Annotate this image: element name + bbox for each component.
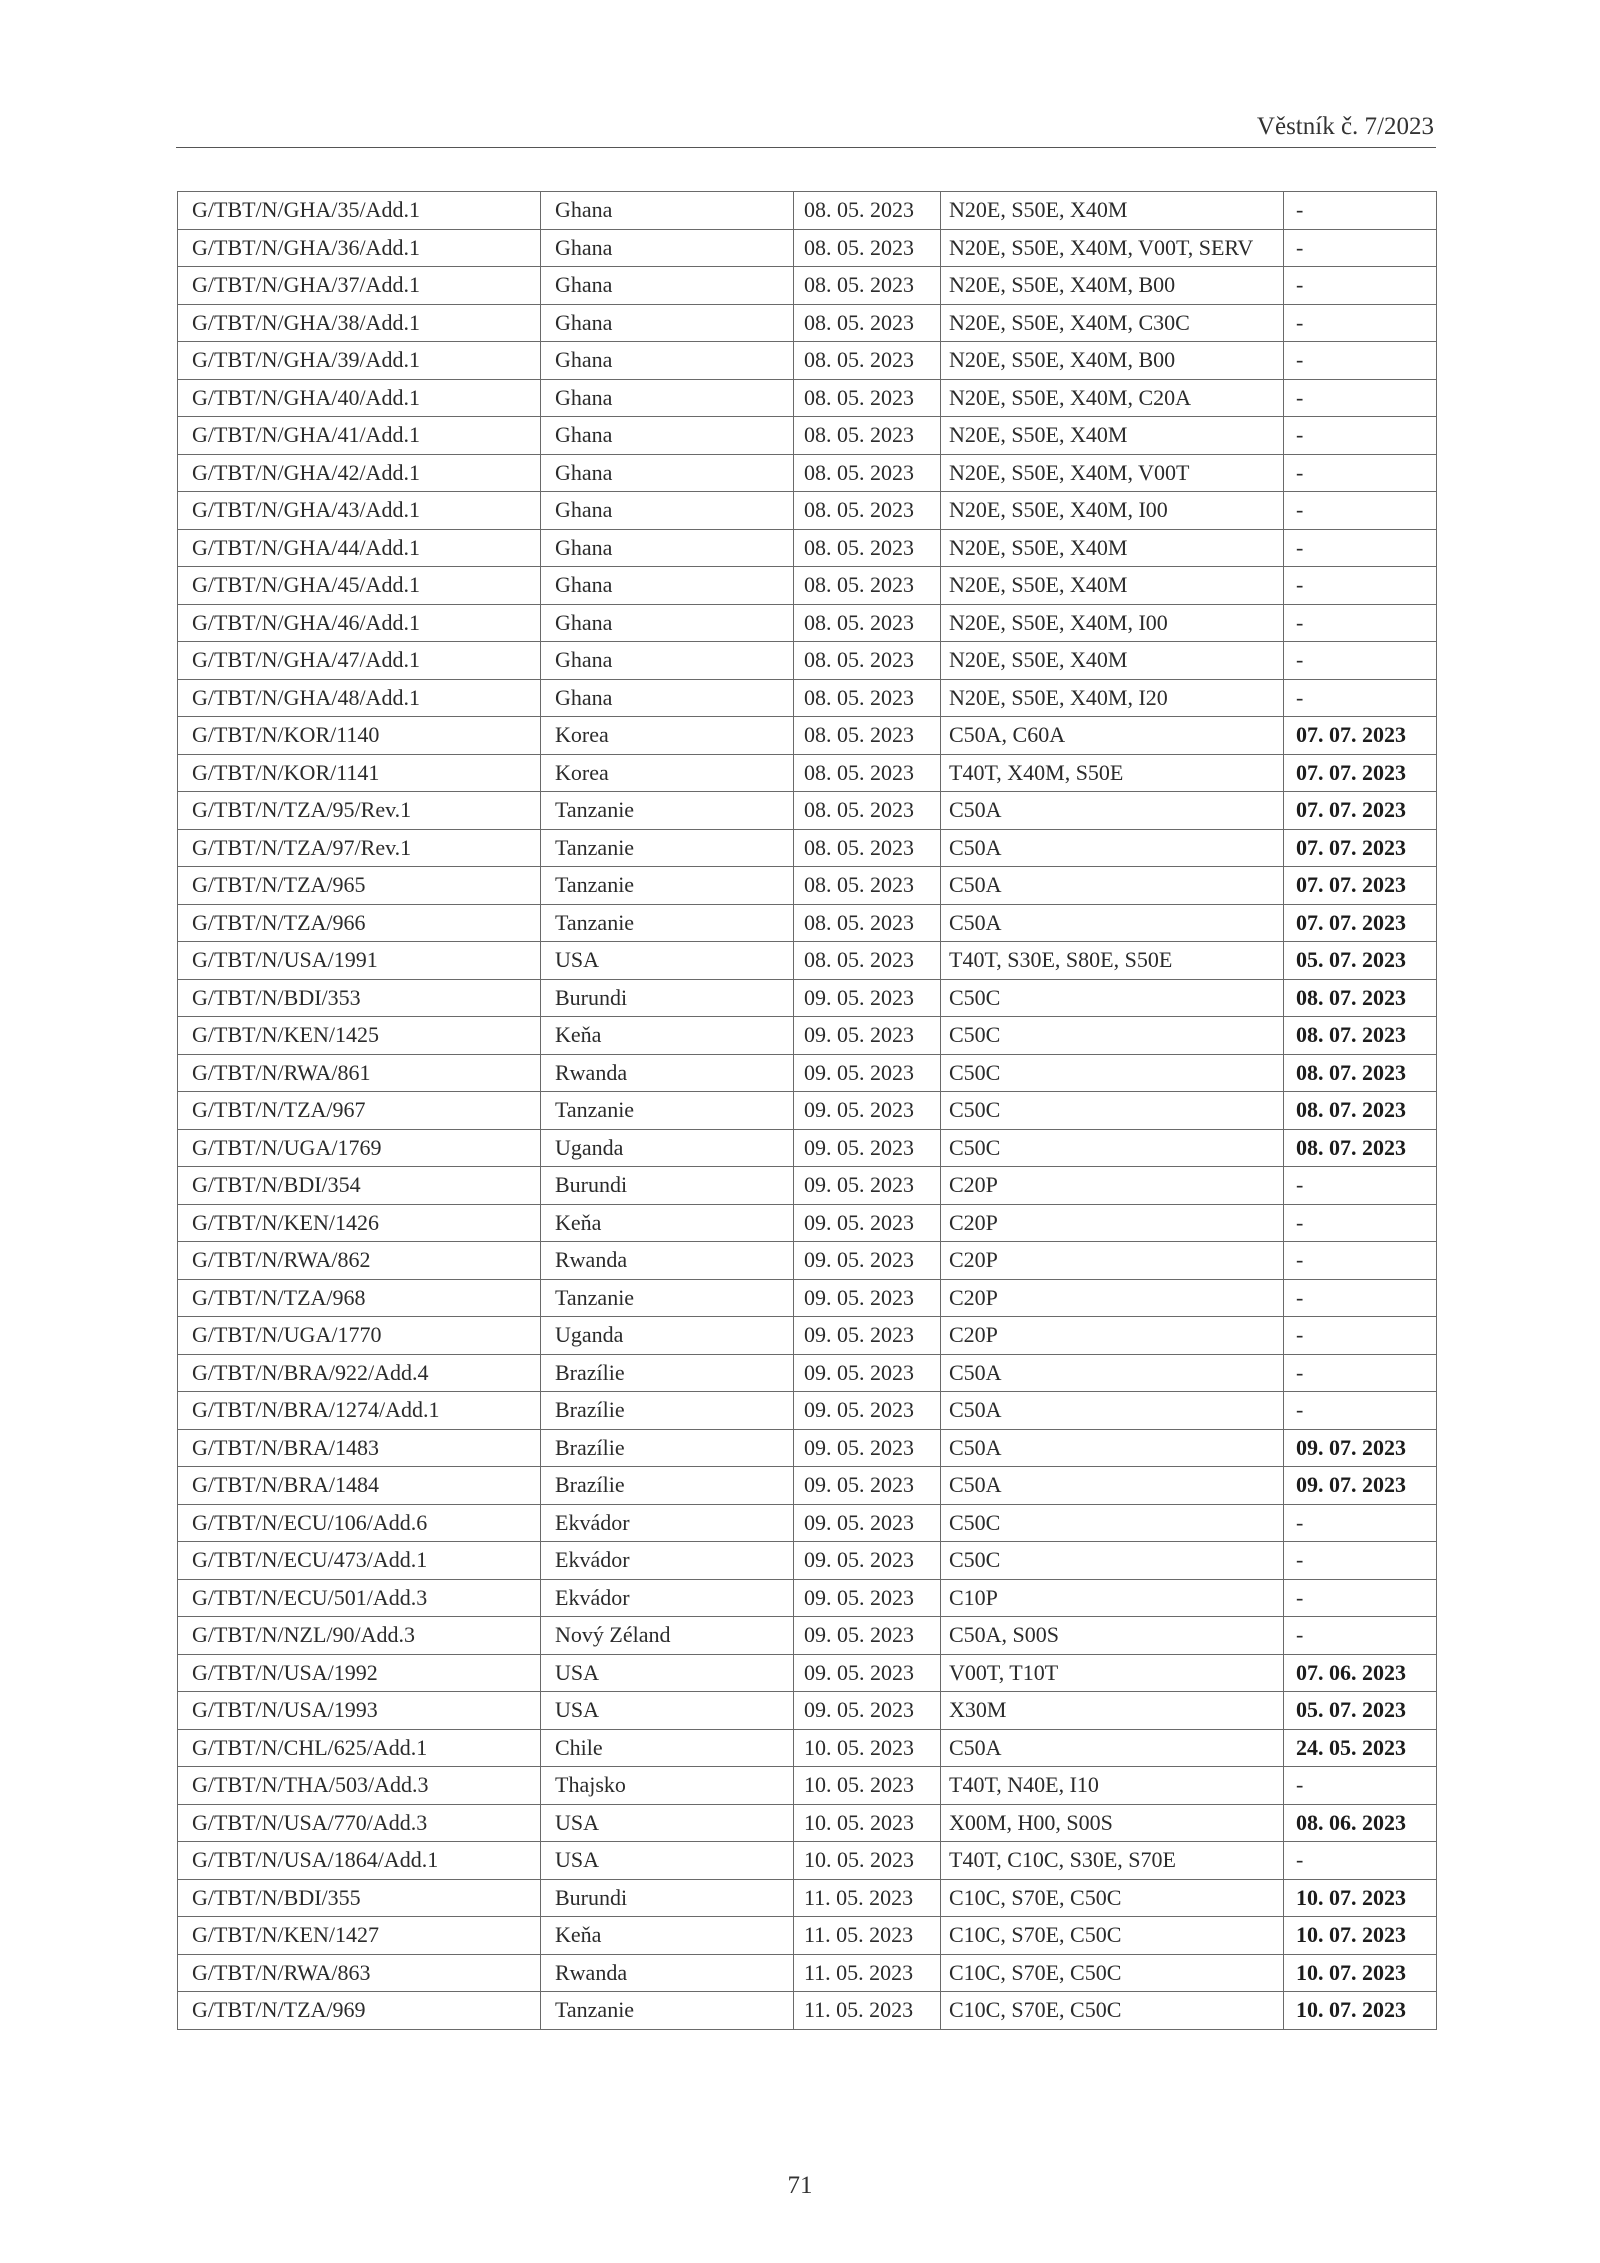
table-row xyxy=(178,1804,1437,1842)
notification-id-cell: G/TBT/N/KEN/1425 xyxy=(178,1017,541,1055)
date-cell: 09. 05. 2023 xyxy=(794,1542,941,1580)
date-cell: 10. 05. 2023 xyxy=(794,1842,941,1880)
codes-cell: C20P xyxy=(941,1167,1284,1205)
notification-id-cell: G/TBT/N/GHA/35/Add.1 xyxy=(178,192,541,230)
country-cell: Ekvádor xyxy=(541,1504,794,1542)
codes-cell: N20E, S50E, X40M xyxy=(941,417,1284,455)
notification-id-cell: G/TBT/N/GHA/38/Add.1 xyxy=(178,304,541,342)
table-row xyxy=(178,1204,1437,1242)
date-cell: 08. 05. 2023 xyxy=(794,642,941,680)
notification-id-cell: G/TBT/N/GHA/48/Add.1 xyxy=(178,679,541,717)
codes-cell: C50C xyxy=(941,1054,1284,1092)
table-row xyxy=(178,1729,1437,1767)
deadline-cell: 07. 06. 2023 xyxy=(1284,1654,1437,1692)
country-cell: Rwanda xyxy=(541,1054,794,1092)
table-row xyxy=(178,1917,1437,1955)
notification-id-cell: G/TBT/N/GHA/36/Add.1 xyxy=(178,229,541,267)
codes-cell: C50A xyxy=(941,1729,1284,1767)
country-cell: Tanzanie xyxy=(541,792,794,830)
country-cell: Ghana xyxy=(541,379,794,417)
country-cell: Korea xyxy=(541,717,794,755)
codes-cell: N20E, S50E, X40M, I00 xyxy=(941,492,1284,530)
codes-cell: N20E, S50E, X40M xyxy=(941,642,1284,680)
date-cell: 09. 05. 2023 xyxy=(794,1167,941,1205)
codes-cell: C50A, C60A xyxy=(941,717,1284,755)
country-cell: Nový Zéland xyxy=(541,1617,794,1655)
deadline-cell: 05. 07. 2023 xyxy=(1284,942,1437,980)
deadline-cell: - xyxy=(1284,1617,1437,1655)
table-row xyxy=(178,792,1437,830)
date-cell: 11. 05. 2023 xyxy=(794,1879,941,1917)
deadline-cell: 08. 07. 2023 xyxy=(1284,1054,1437,1092)
codes-cell: C50C xyxy=(941,1542,1284,1580)
deadline-cell: 10. 07. 2023 xyxy=(1284,1992,1437,2030)
country-cell: Tanzanie xyxy=(541,867,794,905)
country-cell: Uganda xyxy=(541,1317,794,1355)
date-cell: 09. 05. 2023 xyxy=(794,1129,941,1167)
country-cell: Ghana xyxy=(541,304,794,342)
date-cell: 09. 05. 2023 xyxy=(794,1354,941,1392)
table-row xyxy=(178,529,1437,567)
table-row xyxy=(178,454,1437,492)
notification-id-cell: G/TBT/N/GHA/43/Add.1 xyxy=(178,492,541,530)
deadline-cell: - xyxy=(1284,1767,1437,1805)
date-cell: 08. 05. 2023 xyxy=(794,904,941,942)
deadline-cell: 08. 07. 2023 xyxy=(1284,1129,1437,1167)
date-cell: 08. 05. 2023 xyxy=(794,679,941,717)
deadline-cell: - xyxy=(1284,604,1437,642)
deadline-cell: 09. 07. 2023 xyxy=(1284,1467,1437,1505)
table-row xyxy=(178,567,1437,605)
codes-cell: C50C xyxy=(941,979,1284,1017)
country-cell: Burundi xyxy=(541,1167,794,1205)
country-cell: Ghana xyxy=(541,229,794,267)
codes-cell: C50A xyxy=(941,792,1284,830)
deadline-cell: 08. 07. 2023 xyxy=(1284,979,1437,1017)
codes-cell: N20E, S50E, X40M, V00T xyxy=(941,454,1284,492)
deadline-cell: 09. 07. 2023 xyxy=(1284,1429,1437,1467)
date-cell: 08. 05. 2023 xyxy=(794,529,941,567)
notification-id-cell: G/TBT/N/TZA/97/Rev.1 xyxy=(178,829,541,867)
table-row xyxy=(178,417,1437,455)
country-cell: Ghana xyxy=(541,679,794,717)
table-row xyxy=(178,717,1437,755)
table-row xyxy=(178,192,1437,230)
deadline-cell: 10. 07. 2023 xyxy=(1284,1954,1437,1992)
codes-cell: C50A xyxy=(941,904,1284,942)
notification-table-body xyxy=(178,192,1437,2030)
deadline-cell: 07. 07. 2023 xyxy=(1284,754,1437,792)
table-row xyxy=(178,754,1437,792)
codes-cell: C20P xyxy=(941,1317,1284,1355)
table-row xyxy=(178,304,1437,342)
codes-cell: T40T, N40E, I10 xyxy=(941,1767,1284,1805)
deadline-cell: - xyxy=(1284,192,1437,230)
date-cell: 09. 05. 2023 xyxy=(794,1054,941,1092)
date-cell: 10. 05. 2023 xyxy=(794,1804,941,1842)
deadline-cell: - xyxy=(1284,1317,1437,1355)
codes-cell: C20P xyxy=(941,1242,1284,1280)
table-row xyxy=(178,1579,1437,1617)
table-row xyxy=(178,1392,1437,1430)
codes-cell: T40T, S30E, S80E, S50E xyxy=(941,942,1284,980)
notification-id-cell: G/TBT/N/TZA/968 xyxy=(178,1279,541,1317)
codes-cell: C50A xyxy=(941,867,1284,905)
deadline-cell: 24. 05. 2023 xyxy=(1284,1729,1437,1767)
country-cell: Thajsko xyxy=(541,1767,794,1805)
page-number: 71 xyxy=(787,2172,813,2199)
country-cell: Ghana xyxy=(541,417,794,455)
country-cell: USA xyxy=(541,1804,794,1842)
deadline-cell: - xyxy=(1284,1392,1437,1430)
deadline-cell: 08. 07. 2023 xyxy=(1284,1092,1437,1130)
deadline-cell: - xyxy=(1284,1167,1437,1205)
deadline-cell: 07. 07. 2023 xyxy=(1284,867,1437,905)
notification-id-cell: G/TBT/N/GHA/44/Add.1 xyxy=(178,529,541,567)
date-cell: 09. 05. 2023 xyxy=(794,1392,941,1430)
date-cell: 09. 05. 2023 xyxy=(794,1317,941,1355)
country-cell: Ghana xyxy=(541,192,794,230)
deadline-cell: - xyxy=(1284,417,1437,455)
deadline-cell: - xyxy=(1284,454,1437,492)
notification-id-cell: G/TBT/N/BDI/353 xyxy=(178,979,541,1017)
notification-id-cell: G/TBT/N/TZA/969 xyxy=(178,1992,541,2030)
date-cell: 10. 05. 2023 xyxy=(794,1767,941,1805)
codes-cell: N20E, S50E, X40M xyxy=(941,567,1284,605)
table-row xyxy=(178,1842,1437,1880)
deadline-cell: 08. 07. 2023 xyxy=(1284,1017,1437,1055)
codes-cell: C50A xyxy=(941,1392,1284,1430)
codes-cell: C50C xyxy=(941,1129,1284,1167)
table-row xyxy=(178,1429,1437,1467)
deadline-cell: - xyxy=(1284,1204,1437,1242)
deadline-cell: 07. 07. 2023 xyxy=(1284,829,1437,867)
table-row xyxy=(178,1279,1437,1317)
codes-cell: C50A xyxy=(941,1429,1284,1467)
codes-cell: C20P xyxy=(941,1204,1284,1242)
deadline-cell: - xyxy=(1284,1542,1437,1580)
codes-cell: C10C, S70E, C50C xyxy=(941,1917,1284,1955)
date-cell: 08. 05. 2023 xyxy=(794,567,941,605)
table-row xyxy=(178,1542,1437,1580)
deadline-cell: 07. 07. 2023 xyxy=(1284,904,1437,942)
notification-id-cell: G/TBT/N/GHA/40/Add.1 xyxy=(178,379,541,417)
table-row xyxy=(178,829,1437,867)
country-cell: Brazílie xyxy=(541,1354,794,1392)
notification-id-cell: G/TBT/N/ECU/106/Add.6 xyxy=(178,1504,541,1542)
country-cell: Ghana xyxy=(541,454,794,492)
table-row xyxy=(178,229,1437,267)
country-cell: Tanzanie xyxy=(541,829,794,867)
country-cell: Chile xyxy=(541,1729,794,1767)
table-row xyxy=(178,342,1437,380)
table-row xyxy=(178,1879,1437,1917)
deadline-cell: - xyxy=(1284,492,1437,530)
codes-cell: C20P xyxy=(941,1279,1284,1317)
table-row xyxy=(178,1992,1437,2030)
deadline-cell: 10. 07. 2023 xyxy=(1284,1917,1437,1955)
deadline-cell: - xyxy=(1284,1242,1437,1280)
table-row xyxy=(178,979,1437,1017)
country-cell: Ghana xyxy=(541,604,794,642)
date-cell: 09. 05. 2023 xyxy=(794,1467,941,1505)
journal-title: Věstník č. 7/2023 xyxy=(1256,113,1434,140)
country-cell: Keňa xyxy=(541,1017,794,1055)
country-cell: Keňa xyxy=(541,1917,794,1955)
table-row xyxy=(178,679,1437,717)
country-cell: Ghana xyxy=(541,529,794,567)
table-row xyxy=(178,1317,1437,1355)
date-cell: 09. 05. 2023 xyxy=(794,1017,941,1055)
notification-id-cell: G/TBT/N/UGA/1769 xyxy=(178,1129,541,1167)
table-row xyxy=(178,1504,1437,1542)
date-cell: 09. 05. 2023 xyxy=(794,1279,941,1317)
notification-id-cell: G/TBT/N/RWA/861 xyxy=(178,1054,541,1092)
notification-id-cell: G/TBT/N/GHA/45/Add.1 xyxy=(178,567,541,605)
date-cell: 10. 05. 2023 xyxy=(794,1729,941,1767)
codes-cell: C50C xyxy=(941,1092,1284,1130)
codes-cell: T40T, X40M, S50E xyxy=(941,754,1284,792)
table-row xyxy=(178,1167,1437,1205)
notification-id-cell: G/TBT/N/BDI/354 xyxy=(178,1167,541,1205)
table-row xyxy=(178,1129,1437,1167)
notification-id-cell: G/TBT/N/NZL/90/Add.3 xyxy=(178,1617,541,1655)
date-cell: 08. 05. 2023 xyxy=(794,792,941,830)
codes-cell: N20E, S50E, X40M, B00 xyxy=(941,267,1284,305)
codes-cell: C50A xyxy=(941,829,1284,867)
deadline-cell: - xyxy=(1284,679,1437,717)
notification-table xyxy=(177,191,1437,2030)
country-cell: Brazílie xyxy=(541,1392,794,1430)
notification-id-cell: G/TBT/N/KOR/1140 xyxy=(178,717,541,755)
deadline-cell: - xyxy=(1284,1579,1437,1617)
date-cell: 09. 05. 2023 xyxy=(794,1654,941,1692)
codes-cell: C50A, S00S xyxy=(941,1617,1284,1655)
codes-cell: V00T, T10T xyxy=(941,1654,1284,1692)
notification-id-cell: G/TBT/N/GHA/41/Add.1 xyxy=(178,417,541,455)
table-row xyxy=(178,1467,1437,1505)
notification-id-cell: G/TBT/N/USA/1993 xyxy=(178,1692,541,1730)
country-cell: Burundi xyxy=(541,979,794,1017)
notification-id-cell: G/TBT/N/GHA/42/Add.1 xyxy=(178,454,541,492)
table-row xyxy=(178,604,1437,642)
table-row xyxy=(178,1017,1437,1055)
table-row xyxy=(178,642,1437,680)
table-row xyxy=(178,379,1437,417)
date-cell: 09. 05. 2023 xyxy=(794,1617,941,1655)
table-row xyxy=(178,492,1437,530)
country-cell: Rwanda xyxy=(541,1954,794,1992)
deadline-cell: - xyxy=(1284,267,1437,305)
country-cell: Ghana xyxy=(541,642,794,680)
codes-cell: T40T, C10C, S30E, S70E xyxy=(941,1842,1284,1880)
table-row xyxy=(178,1954,1437,1992)
deadline-cell: 05. 07. 2023 xyxy=(1284,1692,1437,1730)
date-cell: 08. 05. 2023 xyxy=(794,267,941,305)
codes-cell: C50C xyxy=(941,1017,1284,1055)
deadline-cell: 07. 07. 2023 xyxy=(1284,717,1437,755)
date-cell: 09. 05. 2023 xyxy=(794,1242,941,1280)
codes-cell: N20E, S50E, X40M, V00T, SERV xyxy=(941,229,1284,267)
codes-cell: C10P xyxy=(941,1579,1284,1617)
deadline-cell: - xyxy=(1284,1504,1437,1542)
date-cell: 08. 05. 2023 xyxy=(794,379,941,417)
table-row xyxy=(178,1092,1437,1130)
notification-id-cell: G/TBT/N/RWA/863 xyxy=(178,1954,541,1992)
notification-id-cell: G/TBT/N/ECU/501/Add.3 xyxy=(178,1579,541,1617)
country-cell: Tanzanie xyxy=(541,904,794,942)
deadline-cell: - xyxy=(1284,567,1437,605)
codes-cell: N20E, S50E, X40M, C30C xyxy=(941,304,1284,342)
notification-id-cell: G/TBT/N/GHA/46/Add.1 xyxy=(178,604,541,642)
date-cell: 08. 05. 2023 xyxy=(794,867,941,905)
deadline-cell: - xyxy=(1284,642,1437,680)
table-row xyxy=(178,942,1437,980)
date-cell: 08. 05. 2023 xyxy=(794,454,941,492)
notification-id-cell: G/TBT/N/CHL/625/Add.1 xyxy=(178,1729,541,1767)
date-cell: 08. 05. 2023 xyxy=(794,717,941,755)
date-cell: 08. 05. 2023 xyxy=(794,829,941,867)
notification-id-cell: G/TBT/N/KEN/1426 xyxy=(178,1204,541,1242)
codes-cell: C10C, S70E, C50C xyxy=(941,1879,1284,1917)
country-cell: Tanzanie xyxy=(541,1992,794,2030)
deadline-cell: - xyxy=(1284,229,1437,267)
date-cell: 09. 05. 2023 xyxy=(794,1092,941,1130)
table-row xyxy=(178,1692,1437,1730)
country-cell: Ghana xyxy=(541,267,794,305)
country-cell: USA xyxy=(541,1842,794,1880)
table-row xyxy=(178,867,1437,905)
notification-id-cell: G/TBT/N/TZA/967 xyxy=(178,1092,541,1130)
table-row xyxy=(178,1242,1437,1280)
notification-id-cell: G/TBT/N/KOR/1141 xyxy=(178,754,541,792)
deadline-cell: 07. 07. 2023 xyxy=(1284,792,1437,830)
date-cell: 08. 05. 2023 xyxy=(794,342,941,380)
table-row xyxy=(178,1654,1437,1692)
date-cell: 09. 05. 2023 xyxy=(794,1429,941,1467)
country-cell: Ghana xyxy=(541,567,794,605)
country-cell: Tanzanie xyxy=(541,1279,794,1317)
table-row xyxy=(178,1354,1437,1392)
codes-cell: N20E, S50E, X40M, B00 xyxy=(941,342,1284,380)
codes-cell: C50A xyxy=(941,1354,1284,1392)
country-cell: Ekvádor xyxy=(541,1579,794,1617)
country-cell: USA xyxy=(541,1654,794,1692)
date-cell: 09. 05. 2023 xyxy=(794,979,941,1017)
date-cell: 08. 05. 2023 xyxy=(794,604,941,642)
notification-id-cell: G/TBT/N/UGA/1770 xyxy=(178,1317,541,1355)
country-cell: USA xyxy=(541,942,794,980)
country-cell: Tanzanie xyxy=(541,1092,794,1130)
date-cell: 11. 05. 2023 xyxy=(794,1954,941,1992)
date-cell: 09. 05. 2023 xyxy=(794,1579,941,1617)
notification-id-cell: G/TBT/N/RWA/862 xyxy=(178,1242,541,1280)
deadline-cell: - xyxy=(1284,1354,1437,1392)
notification-id-cell: G/TBT/N/KEN/1427 xyxy=(178,1917,541,1955)
codes-cell: N20E, S50E, X40M, C20A xyxy=(941,379,1284,417)
date-cell: 09. 05. 2023 xyxy=(794,1692,941,1730)
codes-cell: C10C, S70E, C50C xyxy=(941,1954,1284,1992)
notification-id-cell: G/TBT/N/BRA/1274/Add.1 xyxy=(178,1392,541,1430)
notification-id-cell: G/TBT/N/BRA/922/Add.4 xyxy=(178,1354,541,1392)
table-row xyxy=(178,1767,1437,1805)
deadline-cell: - xyxy=(1284,304,1437,342)
country-cell: Keňa xyxy=(541,1204,794,1242)
notification-id-cell: G/TBT/N/USA/1992 xyxy=(178,1654,541,1692)
deadline-cell: - xyxy=(1284,342,1437,380)
codes-cell: N20E, S50E, X40M, I00 xyxy=(941,604,1284,642)
notification-id-cell: G/TBT/N/USA/770/Add.3 xyxy=(178,1804,541,1842)
codes-cell: X30M xyxy=(941,1692,1284,1730)
notification-id-cell: G/TBT/N/ECU/473/Add.1 xyxy=(178,1542,541,1580)
page-header xyxy=(176,112,1436,148)
codes-cell: X00M, H00, S00S xyxy=(941,1804,1284,1842)
notification-id-cell: G/TBT/N/TZA/966 xyxy=(178,904,541,942)
notification-id-cell: G/TBT/N/THA/503/Add.3 xyxy=(178,1767,541,1805)
notification-id-cell: G/TBT/N/GHA/47/Add.1 xyxy=(178,642,541,680)
codes-cell: N20E, S50E, X40M xyxy=(941,529,1284,567)
country-cell: Korea xyxy=(541,754,794,792)
notification-id-cell: G/TBT/N/GHA/37/Add.1 xyxy=(178,267,541,305)
date-cell: 08. 05. 2023 xyxy=(794,754,941,792)
deadline-cell: - xyxy=(1284,1279,1437,1317)
date-cell: 08. 05. 2023 xyxy=(794,942,941,980)
country-cell: Ghana xyxy=(541,492,794,530)
deadline-cell: - xyxy=(1284,1842,1437,1880)
deadline-cell: - xyxy=(1284,529,1437,567)
notification-id-cell: G/TBT/N/BRA/1483 xyxy=(178,1429,541,1467)
codes-cell: N20E, S50E, X40M xyxy=(941,192,1284,230)
deadline-cell: 08. 06. 2023 xyxy=(1284,1804,1437,1842)
date-cell: 08. 05. 2023 xyxy=(794,417,941,455)
notification-id-cell: G/TBT/N/USA/1991 xyxy=(178,942,541,980)
country-cell: Uganda xyxy=(541,1129,794,1167)
deadline-cell: 10. 07. 2023 xyxy=(1284,1879,1437,1917)
date-cell: 08. 05. 2023 xyxy=(794,492,941,530)
country-cell: Ghana xyxy=(541,342,794,380)
table-row xyxy=(178,267,1437,305)
date-cell: 11. 05. 2023 xyxy=(794,1992,941,2030)
notification-id-cell: G/TBT/N/TZA/95/Rev.1 xyxy=(178,792,541,830)
country-cell: Brazílie xyxy=(541,1467,794,1505)
table-row xyxy=(178,1054,1437,1092)
date-cell: 08. 05. 2023 xyxy=(794,229,941,267)
notification-id-cell: G/TBT/N/TZA/965 xyxy=(178,867,541,905)
country-cell: USA xyxy=(541,1692,794,1730)
country-cell: Ekvádor xyxy=(541,1542,794,1580)
deadline-cell: - xyxy=(1284,379,1437,417)
country-cell: Burundi xyxy=(541,1879,794,1917)
codes-cell: C10C, S70E, C50C xyxy=(941,1992,1284,2030)
table-row xyxy=(178,1617,1437,1655)
codes-cell: C50A xyxy=(941,1467,1284,1505)
date-cell: 11. 05. 2023 xyxy=(794,1917,941,1955)
notification-id-cell: G/TBT/N/USA/1864/Add.1 xyxy=(178,1842,541,1880)
date-cell: 09. 05. 2023 xyxy=(794,1204,941,1242)
date-cell: 09. 05. 2023 xyxy=(794,1504,941,1542)
notification-id-cell: G/TBT/N/BRA/1484 xyxy=(178,1467,541,1505)
codes-cell: N20E, S50E, X40M, I20 xyxy=(941,679,1284,717)
date-cell: 08. 05. 2023 xyxy=(794,304,941,342)
date-cell: 08. 05. 2023 xyxy=(794,192,941,230)
notification-id-cell: G/TBT/N/GHA/39/Add.1 xyxy=(178,342,541,380)
table-row xyxy=(178,904,1437,942)
country-cell: Brazílie xyxy=(541,1429,794,1467)
notification-id-cell: G/TBT/N/BDI/355 xyxy=(178,1879,541,1917)
codes-cell: C50C xyxy=(941,1504,1284,1542)
country-cell: Rwanda xyxy=(541,1242,794,1280)
